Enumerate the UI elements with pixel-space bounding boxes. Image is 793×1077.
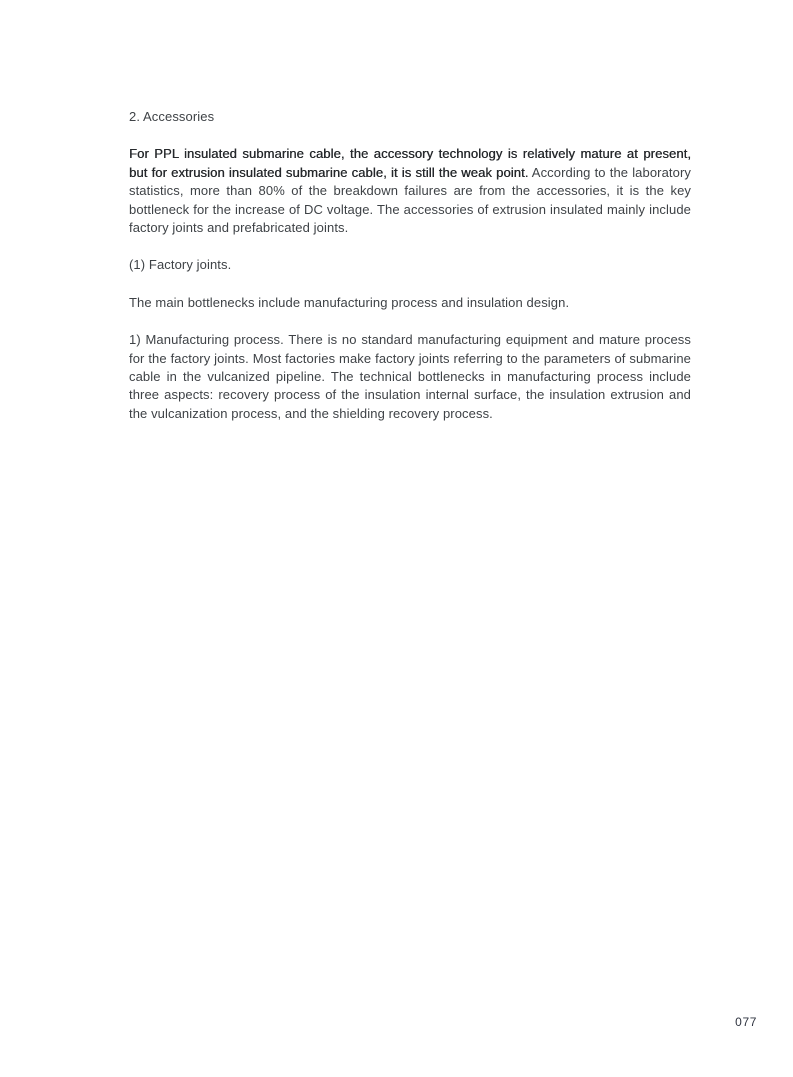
intro-continuation: According to the laboratory statistics, more than 80% of the breakdown failures are from the accessories, it is the key bottleneck for the increase of DC voltage. The accessories of extrusion insulated mainly include factory joints and prefabricated joints.: [129, 164, 692, 236]
paragraph-main-bottlenecks: The main bottlenecks include manufacturing process and insulation design.: [129, 294, 570, 310]
emphasis-sentence: For PPL insulated submarine cable, the accessory technology is relatively mature at present, but for extrusion insulated submarine cable, it is still the weak point.: [129, 146, 691, 180]
subitem-heading-factory-joints: (1) Factory joints.: [129, 257, 232, 273]
text-column: [129, 108, 691, 442]
paragraph-intro: [129, 145, 691, 237]
section-heading: 2. Accessories: [129, 109, 215, 124]
paragraph-manufacturing-process: 1) Manufacturing process. There is no standard manufacturing equipment and mature process for the factory joints. Most factories make factory joints referring to the parameters of submarine cable in the vulcanized pipeline. The technical bottlenecks in manufacturing process include three aspects: recovery process of the insulation internal surface, the insulation extrusion and the vulcanization process, and the shielding recovery process.: [129, 332, 691, 421]
page-number: 077: [735, 1015, 757, 1029]
